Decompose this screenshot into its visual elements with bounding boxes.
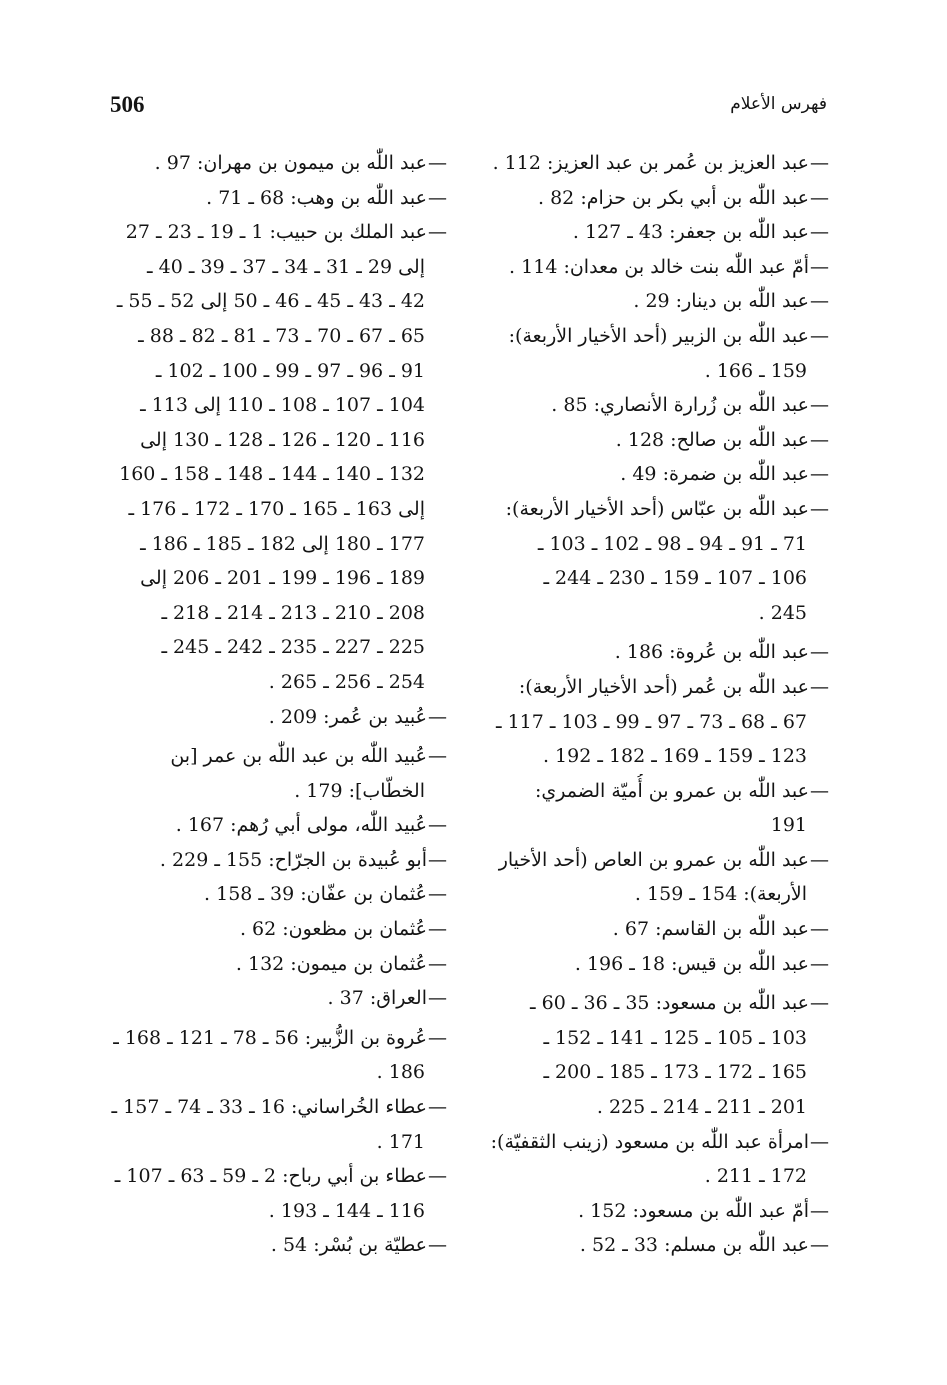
entry-dash: [809, 457, 829, 492]
index-entry: [102, 947, 447, 982]
entry-dash: [809, 284, 829, 319]
entry-text: 172 ـ 211 .: [704, 1165, 807, 1188]
index-entry: [102, 843, 447, 878]
entry-dash: [809, 774, 829, 809]
entry-dash: [427, 877, 447, 912]
entry-text: 106 ـ 107 ـ 159 ـ 230 ـ 244 ـ: [543, 567, 807, 590]
entry-text: عُبيد بن عُمر: 209 .: [268, 705, 427, 728]
index-entry-continuation: [102, 423, 447, 458]
entry-text: عُثمان بن مظعون: 62 .: [239, 918, 427, 941]
entry-text: عبد اللّٰه بن عُمر (أحد الأخيار الأربعة):: [518, 675, 809, 698]
index-entry: [102, 181, 447, 216]
index-entry-continuation: [102, 457, 447, 492]
index-entry-continuation: [102, 250, 447, 285]
entry-dash: [809, 1125, 829, 1160]
index-entry-continuation: [477, 596, 829, 631]
index-entry-continuation: [477, 739, 829, 774]
index-entry: [102, 877, 447, 912]
index-entry: [102, 1021, 447, 1056]
entry-text: 91 ـ 96 ـ 97 ـ 99 ـ 100 ـ 102 ـ: [155, 359, 425, 382]
index-entry: [477, 774, 829, 809]
index-entry-continuation: [477, 877, 829, 912]
entry-dash: [427, 843, 447, 878]
entry-text: 165 ـ 172 ـ 173 ـ 185 ـ 200 ـ: [543, 1061, 807, 1084]
entry-dash: [809, 423, 829, 458]
entry-text: أمّ عبد اللّٰه بن مسعود: 152 .: [578, 1199, 809, 1222]
entry-dash: [427, 912, 447, 947]
entry-dash: [427, 1090, 447, 1125]
entry-text: عبد اللّٰه بن ميمون بن مهران: 97 .: [154, 152, 427, 174]
index-entry-continuation: [477, 808, 829, 843]
entry-text: 254 ـ 256 ـ 265 .: [268, 670, 425, 693]
entry-dash: [427, 1021, 447, 1056]
index-entry-continuation: [477, 1159, 829, 1194]
entry-dash: [809, 635, 829, 670]
index-entry: [477, 492, 829, 527]
index-entry: [477, 146, 829, 181]
entry-dash: [427, 1228, 447, 1263]
entry-text: إلى 163 ـ 165 ـ 170 ـ 172 ـ 176 ـ: [128, 497, 425, 520]
entry-text: 159 ـ 166 .: [704, 359, 807, 382]
index-entry: [102, 912, 447, 947]
index-column-left: [102, 146, 447, 1263]
page-header: [110, 92, 827, 126]
entry-dash: [427, 700, 447, 735]
entry-dash: [427, 981, 447, 1016]
index-entry: [477, 1125, 829, 1160]
index-entry: [477, 843, 829, 878]
entry-text: 245 .: [758, 601, 807, 624]
index-entry-continuation: [102, 1194, 447, 1229]
entry-dash: [427, 1159, 447, 1194]
index-entry-continuation: [102, 319, 447, 354]
index-entry-continuation: [102, 774, 447, 809]
entry-text: 67 ـ 68 ـ 73 ـ 97 ـ 99 ـ 103 ـ 117 ـ: [495, 710, 807, 733]
entry-text: عبد اللّٰه بن القاسم: 67 .: [612, 918, 809, 941]
entry-text: عبد اللّٰه بن مسلم: 33 ـ 52 .: [579, 1234, 809, 1257]
entry-text: عبد اللّٰه بن جعفر: 43 ـ 127 .: [572, 221, 809, 244]
index-entry: [102, 808, 447, 843]
entry-text: عبد اللّٰه بن وهب: 68 ـ 71 .: [206, 186, 427, 209]
index-entry-continuation: [102, 492, 447, 527]
entry-text: 177 ـ 180 إلى 182 ـ 185 ـ 186 ـ: [140, 532, 425, 555]
entry-text: عُبيد اللّٰه، مولى أبي رُهم: 167 .: [175, 814, 427, 837]
entry-text: 104 ـ 107 ـ 108 ـ 110 إلى 113 ـ: [140, 394, 425, 417]
entry-text: أمّ عبد اللّٰه بنت خالد بن معدان: 114 .: [509, 255, 809, 278]
index-entry: [102, 1228, 447, 1263]
entry-text: 171 .: [376, 1130, 425, 1153]
entry-dash: [809, 843, 829, 878]
entry-dash: [809, 215, 829, 250]
entry-dash: [427, 947, 447, 982]
entry-text: الخطّاب]: 179 .: [294, 779, 425, 802]
index-entry: [477, 423, 829, 458]
index-entry: [102, 146, 447, 181]
index-entry: [477, 1194, 829, 1229]
entry-text: عبد اللّٰه بن دينار: 29 .: [633, 290, 809, 313]
index-entry: [477, 181, 829, 216]
entry-text: عبد اللّٰه بن صالح: 128 .: [615, 428, 809, 451]
entry-text: 103 ـ 105 ـ 125 ـ 141 ـ 152 ـ: [543, 1026, 807, 1049]
index-entry-continuation: [477, 1090, 829, 1125]
entry-dash: [427, 808, 447, 843]
index-entry: [102, 700, 447, 735]
index-entry: [477, 250, 829, 285]
index-entry-continuation: [477, 705, 829, 740]
entry-text: 225 ـ 227 ـ 235 ـ 242 ـ 245 ـ: [161, 636, 425, 659]
index-entry: [477, 319, 829, 354]
entry-dash: [427, 739, 447, 774]
running-title: فهرس الأعلام: [730, 94, 827, 114]
index-entry: [102, 1159, 447, 1194]
entry-dash: [809, 319, 829, 354]
index-entry: [477, 215, 829, 250]
entry-text: عبد العزيز بن عُمر بن عبد العزيز: 112 .: [492, 152, 809, 174]
entry-text: عطاء بن أبي رباح: 2 ـ 59 ـ 63 ـ 107 ـ: [114, 1165, 427, 1188]
entry-text: عبد اللّٰه بن عُروة: 186 .: [614, 641, 809, 664]
entry-dash: [809, 947, 829, 982]
entry-text: 71 ـ 91 ـ 94 ـ 98 ـ 102 ـ 103 ـ: [537, 532, 807, 555]
entry-text: 65 ـ 67 ـ 70 ـ 73 ـ 81 ـ 82 ـ 88 ـ: [138, 324, 425, 347]
entry-text: عبد اللّٰه بن قيس: 18 ـ 196 .: [574, 952, 809, 975]
entry-text: عُثمان بن عفّان: 39 ـ 158 .: [204, 883, 427, 906]
entry-text: 208 ـ 210 ـ 213 ـ 214 ـ 218 ـ: [161, 601, 425, 624]
entry-dash: [809, 986, 829, 1021]
entry-text: عُثمان بن ميمون: 132 .: [235, 952, 427, 975]
index-entry-continuation: [102, 1055, 447, 1090]
page-number: 506: [110, 92, 145, 117]
index-entry-continuation: [477, 527, 829, 562]
entry-text: 201 ـ 211 ـ 214 ـ 225 .: [596, 1096, 807, 1119]
entry-text: 191: [770, 814, 807, 837]
entry-text: الأربعة): 154 ـ 159 .: [634, 883, 807, 906]
entry-text: عبد اللّٰه بن الزبير (أحد الأخيار الأربعة):: [508, 324, 809, 347]
index-entry-continuation: [477, 1021, 829, 1056]
entry-text: عُروة بن الزُّبير: 56 ـ 78 ـ 121 ـ 168 ـ: [113, 1026, 427, 1049]
entry-text: عبد اللّٰه بن ضمرة: 49 .: [620, 463, 809, 486]
entry-dash: [809, 1228, 829, 1263]
index-entry: [477, 1228, 829, 1263]
entry-text: 42 ـ 43 ـ 45 ـ 46 ـ 50 إلى 52 ـ 55 ـ: [116, 290, 425, 313]
entry-text: عطيّة بن بُسْر: 54 .: [270, 1234, 427, 1257]
index-entry-continuation: [102, 388, 447, 423]
entry-dash: [809, 912, 829, 947]
entry-text: 186 .: [376, 1061, 425, 1084]
entry-text: امرأة عبد اللّٰه بن مسعود (زينب الثقفيّة):: [490, 1130, 809, 1153]
entry-text: عبد اللّٰه بن مسعود: 35 ـ 36 ـ 60 ـ: [530, 992, 809, 1015]
entry-dash: [809, 250, 829, 285]
entry-dash: [809, 1194, 829, 1229]
index-entry-continuation: [102, 1125, 447, 1160]
index-entry: [477, 388, 829, 423]
index-entry: [477, 635, 829, 670]
index-entry-continuation: [102, 284, 447, 319]
entry-dash: [427, 146, 447, 181]
entry-dash: [809, 388, 829, 423]
entry-dash: [427, 181, 447, 216]
index-entry: [102, 215, 447, 250]
entry-text: عطاء الخُراساني: 16 ـ 33 ـ 74 ـ 157 ـ: [111, 1096, 427, 1119]
entry-text: أبو عُبيدة بن الجرّاح: 155 ـ 229 .: [159, 848, 427, 871]
entry-text: عبد اللّٰه بن عمرو بن أُميّة الضمري:: [535, 779, 809, 802]
entry-text: إلى 29 ـ 31 ـ 34 ـ 37 ـ 39 ـ 40 ـ: [147, 255, 425, 278]
index-entry: [102, 981, 447, 1016]
index-entry-continuation: [477, 354, 829, 389]
index-entry: [102, 1090, 447, 1125]
index-entry-continuation: [102, 665, 447, 700]
entry-text: عُبيد اللّٰه بن عبد اللّٰه بن عمر [بن: [170, 745, 427, 768]
entry-text: عبد اللّٰه بن عمرو بن العاص (أحد الأخيار: [498, 848, 809, 871]
index-entry-continuation: [102, 354, 447, 389]
index-entry-continuation: [102, 561, 447, 596]
entry-text: 116 ـ 120 ـ 126 ـ 128 ـ 130 إلى: [140, 428, 425, 451]
index-column-right: [477, 146, 829, 1263]
entry-text: 189 ـ 196 ـ 199 ـ 201 ـ 206 إلى: [140, 567, 425, 590]
index-entry: [477, 947, 829, 982]
entry-text: عبد اللّٰه بن عبّاس (أحد الأخيار الأربعة):: [505, 497, 809, 520]
entry-text: عبد اللّٰه بن أبي بكر بن حزام: 82 .: [538, 186, 809, 209]
index-entry-continuation: [102, 596, 447, 631]
entry-dash: [427, 215, 447, 250]
index-entry: [477, 670, 829, 705]
index-entry: [477, 457, 829, 492]
entry-text: 123 ـ 159 ـ 169 ـ 182 ـ 192 .: [542, 745, 807, 768]
entry-dash: [809, 492, 829, 527]
entry-text: عبد اللّٰه بن زُرارة الأنصاري: 85 .: [551, 394, 809, 417]
index-entry-continuation: [477, 1055, 829, 1090]
entry-dash: [809, 670, 829, 705]
entry-text: عبد الملك بن حبيب: 1 ـ 19 ـ 23 ـ 27: [125, 221, 427, 244]
entry-text: العراق: 37 .: [327, 987, 427, 1010]
index-entry: [102, 739, 447, 774]
entry-text: 116 ـ 144 ـ 193 .: [268, 1199, 425, 1222]
index-entry-continuation: [102, 630, 447, 665]
entry-dash: [809, 181, 829, 216]
index-entry-continuation: [102, 527, 447, 562]
entry-text: 132 ـ 140 ـ 144 ـ 148 ـ 158 ـ 160: [119, 463, 425, 486]
entry-dash: [809, 146, 829, 181]
index-entry: [477, 284, 829, 319]
index-entry: [477, 986, 829, 1021]
index-entry-continuation: [477, 561, 829, 596]
index-entry: [477, 912, 829, 947]
